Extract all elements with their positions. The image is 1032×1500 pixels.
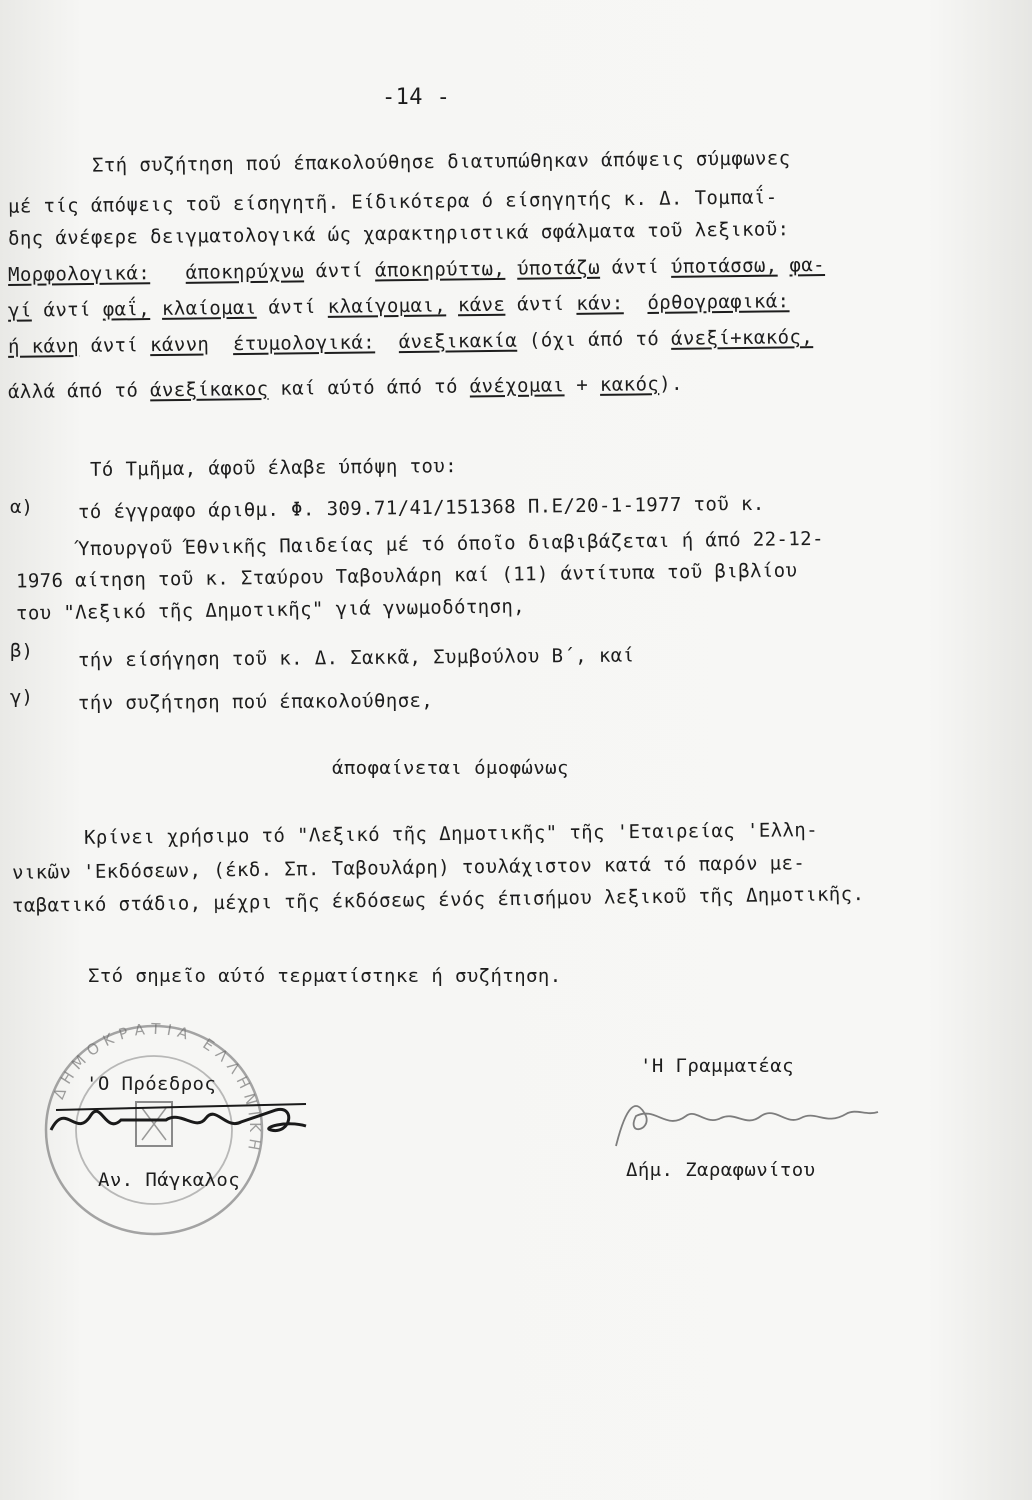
text-alla-apo: άλλά άπό τό bbox=[7, 379, 139, 404]
term-kani: ή κάνη bbox=[7, 335, 80, 358]
paragraph1-line6 bbox=[8, 325, 813, 359]
item-c-text: τήν συζήτηση πού έπακολούθησε, bbox=[77, 689, 434, 715]
item-b-label: β) bbox=[10, 640, 33, 662]
term-anexikakia: άνεξικακία bbox=[398, 329, 518, 354]
item-b-text: τήν είσήγηση τοῦ κ. Δ. Σακκᾶ, Συμβούλου Β΄, καί bbox=[77, 644, 635, 672]
item-a-line1: τό έγγραφο άριθμ. Φ. 309.71/41/151368 Π.Ε/20-1-1977 τοῦ κ. bbox=[77, 492, 765, 524]
paragraph1-line2: μέ τίς άπόψεις τοῦ είσηγητῆ. Είδικότερα ό είσηγητής κ. Δ. Τομπαΐ- bbox=[7, 186, 778, 218]
item-c-label: γ) bbox=[10, 686, 33, 708]
item-a-label: α) bbox=[10, 496, 33, 518]
term-klaigomai: κλαίγομαι, bbox=[327, 294, 447, 318]
term-etymologika: έτυμολογικά: bbox=[232, 331, 376, 356]
seal-text: ΔΗΜΟΚΡΑΤΙΑ ΕΛΛΗΝΙΚΗ bbox=[49, 1019, 265, 1158]
term-kakos: κακός bbox=[599, 373, 660, 396]
word-anti: άντί bbox=[90, 334, 139, 357]
term-anexikakos: άνεξίκακος bbox=[149, 377, 269, 402]
president-name: Αν. Πάγκαλος bbox=[98, 1169, 241, 1191]
president-signature-icon bbox=[46, 1090, 316, 1150]
item-a-line3: 1976 αίτηση τοῦ κ. Σταύρου Ταβουλάρη καί (11) άντίτυπα τοῦ βιβλίου bbox=[15, 559, 798, 593]
secretary-title: 'Η Γραμματέας bbox=[640, 1055, 794, 1077]
term-ypotasso: ύποτάσσω, bbox=[670, 254, 778, 278]
president-title: 'Ο Πρόεδρος bbox=[86, 1073, 217, 1095]
word-anti: άντί bbox=[611, 256, 660, 279]
paragraph1-line7 bbox=[8, 372, 683, 404]
secretary-signature-icon bbox=[596, 1086, 886, 1156]
word-anti: άντί bbox=[315, 259, 364, 283]
term-kanni: κάννη bbox=[149, 333, 210, 357]
paragraph1-line5 bbox=[8, 289, 790, 323]
paragraph1-line1: Στή συζήτηση πού έπακολούθησε διατυπώθηκαν άπόψεις σύμφωνες bbox=[91, 147, 791, 177]
term-fa: φα- bbox=[789, 254, 826, 277]
text-kai-auto: καί αύτό άπό τό bbox=[280, 375, 459, 400]
word-anti: άντί bbox=[268, 296, 316, 319]
item-a-line2: Ύπουργοῦ Έθνικῆς Παιδείας μέ τό όποῖο διαβιβάζεται ή άπό 22-12- bbox=[77, 527, 824, 561]
paragraph2-intro: Τό Τμῆμα, άφοῦ έλαβε ύπόψη του: bbox=[89, 455, 458, 481]
term-morfologika: Μορφολογικά: bbox=[7, 262, 151, 286]
word-anti: άντί bbox=[516, 292, 565, 316]
term-fai: φαΐ, bbox=[102, 298, 151, 321]
term-apokiryto: άποκηρύττω, bbox=[374, 257, 506, 282]
term-gi: γί bbox=[7, 299, 32, 322]
term-orthografika: όρθογραφικά: bbox=[647, 290, 790, 314]
paragraph1-line4 bbox=[8, 253, 825, 287]
word-anti: άντί bbox=[43, 298, 92, 322]
decision-line2: νικῶν 'Εκδόσεων, (έκδ. Σπ. Ταβουλάρη) τουλάχιστον κατά τό παρόν με- bbox=[11, 852, 806, 884]
page-number: -14 - bbox=[382, 85, 451, 110]
term-apokiryxno: άποκηρύχνω bbox=[185, 260, 305, 284]
plus-sign: + bbox=[576, 374, 589, 397]
term-kan: κάν: bbox=[576, 292, 624, 315]
term-kane: κάνε bbox=[457, 293, 506, 317]
decision-line3: ταβατικό στάδιο, μέχρι τῆς έκδόσεως ένός έπισήμου λεξικοῦ τῆς Δημοτικῆς. bbox=[11, 883, 865, 917]
term-ypotazo: ύποτάζω bbox=[516, 256, 601, 280]
decision-line1: Κρίνει χρήσιμο τό "Λεξικό τῆς Δημοτικῆς" τῆς 'Εταιρείας 'Ελλη- bbox=[83, 819, 819, 849]
term-anexomai: άνέχομαι bbox=[469, 374, 565, 398]
text-oxi-apo: (όχι άπό τό bbox=[528, 327, 660, 352]
item-a-line4: του "Λεξικό τῆς Δημοτικῆς" γιά γνωμοδότηση, bbox=[15, 595, 526, 625]
term-klaiomai: κλαίομαι bbox=[161, 296, 257, 320]
decision-heading: άποφαίνεται όμοφώνως bbox=[332, 757, 569, 779]
secretary-name: Δήμ. Ζαραφωνίτου bbox=[626, 1159, 816, 1181]
closing-paren: ). bbox=[659, 372, 683, 396]
paragraph1-line3: δης άνέφερε δειγματολογικά ώς χαρακτηριστικά σφάλματα τοῦ λεξικοῦ: bbox=[7, 218, 790, 250]
closing-statement: Στό σημεῖο αύτό τερματίστηκε ή συζήτηση. bbox=[88, 965, 562, 987]
term-anexi-kakos: άνεξί+κακός, bbox=[670, 326, 814, 350]
